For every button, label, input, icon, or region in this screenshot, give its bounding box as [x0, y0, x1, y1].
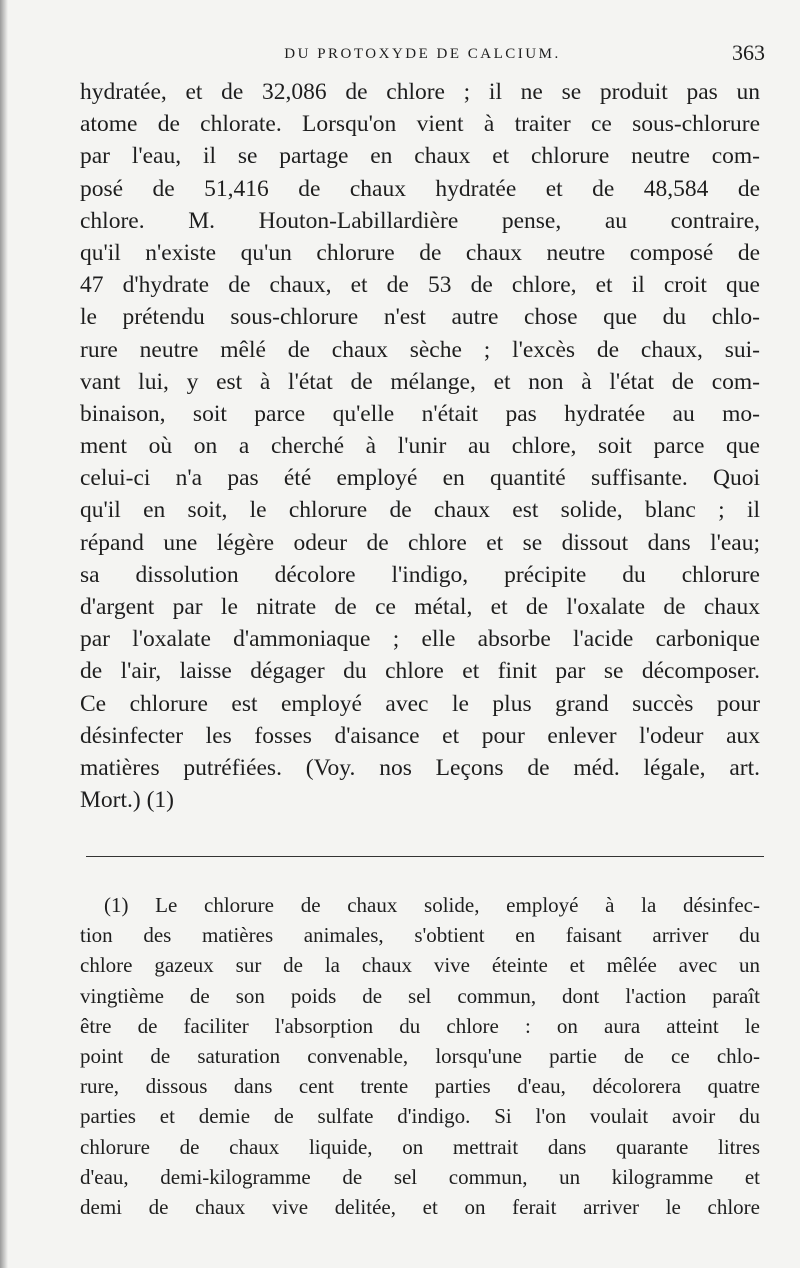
footnote-line: chlore gazeux sur de la chaux vive éteinte et mêlée avec un: [80, 953, 760, 978]
page-header: [80, 40, 765, 76]
text-line: Ce chlorure est employé avec le plus grand succès pour: [80, 690, 760, 717]
footnote-line: vingtième de son poids de sel commun, dont l'action paraît: [80, 983, 760, 1008]
text-line: matières putréfiées. (Voy. nos Leçons de méd. légale, art.: [80, 754, 760, 781]
text-line: d'argent par le nitrate de ce métal, et de l'oxalate de chaux: [80, 594, 760, 620]
page-gutter-shadow: [0, 0, 8, 1268]
footnote-separator: [86, 856, 764, 857]
text-line: vant lui, y est à l'état de mélange, et non à l'état de com-: [80, 368, 760, 395]
footnote-line: rure, dissous dans cent trente parties d'eau, décolorera quatre: [80, 1074, 760, 1099]
text-line: par l'eau, il se partage en chaux et chlorure neutre com-: [80, 143, 760, 170]
text-line: binaison, soit parce qu'elle n'était pas hydratée au mo-: [80, 400, 760, 427]
text-line: qu'il n'existe qu'un chlorure de chaux neutre composé de: [80, 239, 760, 266]
text-line: chlore. M. Houton-Labillardière pense, au contraire,: [80, 207, 760, 234]
text-line: posé de 51,416 de chaux hydratée et de 48,584 de: [80, 175, 760, 202]
main-text-block: [80, 76, 760, 816]
text-line: par l'oxalate d'ammoniaque ; elle absorbe l'acide carbonique: [80, 626, 760, 653]
footnote-line: être de faciliter l'absorption du chlore : on aura atteint le: [80, 1013, 760, 1038]
text-line: celui-ci n'a pas été employé en quantité suffisante. Quoi: [80, 465, 760, 492]
footnote-line: parties et demie de sulfate d'indigo. Si l'on voulait avoir du: [80, 1104, 760, 1129]
footnote-line: d'eau, demi-kilogramme de sel commun, un kilogramme et: [80, 1164, 760, 1189]
footnote-line: chlorure de chaux liquide, on mettrait dans quarante litres: [80, 1134, 760, 1159]
footnote-line: demi de chaux vive delitée, et on ferait arriver le chlore: [80, 1194, 760, 1219]
footnote-line: tion des matières animales, s'obtient en faisant arriver du: [80, 923, 760, 948]
text-line: de l'air, laisse dégager du chlore et finit par se décomposer.: [80, 658, 760, 685]
text-line: atome de chlorate. Lorsqu'on vient à traiter ce sous-chlorure: [80, 111, 760, 138]
running-title: DU PROTOXYDE DE CALCIUM.: [284, 46, 561, 62]
footnote-block: [80, 890, 760, 1222]
text-line: le prétendu sous-chlorure n'est autre chose que du chlo-: [80, 304, 760, 331]
text-line: répand une légère odeur de chlore et se dissout dans l'eau;: [80, 529, 760, 556]
text-line: hydratée, et de 32,086 de chlore ; il ne se produit pas un: [80, 79, 760, 105]
footnote-line: point de saturation convenable, lorsqu'une partie de ce chlo-: [80, 1043, 760, 1068]
text-line: Mort.) (1): [80, 787, 174, 814]
text-line: désinfecter les fosses d'aisance et pour enlever l'odeur aux: [80, 722, 760, 749]
text-line: sa dissolution décolore l'indigo, précipite du chlorure: [80, 561, 760, 588]
footnote-line: (1) Le chlorure de chaux solide, employé à la désinfec-: [104, 893, 760, 917]
page-number: 363: [732, 40, 765, 65]
text-line: rure neutre mêlé de chaux sèche ; l'excès de chaux, sui-: [80, 336, 760, 363]
text-line: 47 d'hydrate de chaux, et de 53 de chlore, et il croit que: [80, 272, 760, 299]
text-line: qu'il en soit, le chlorure de chaux est solide, blanc ; il: [80, 497, 760, 524]
text-line: ment où on a cherché à l'unir au chlore, soit parce que: [80, 433, 760, 460]
